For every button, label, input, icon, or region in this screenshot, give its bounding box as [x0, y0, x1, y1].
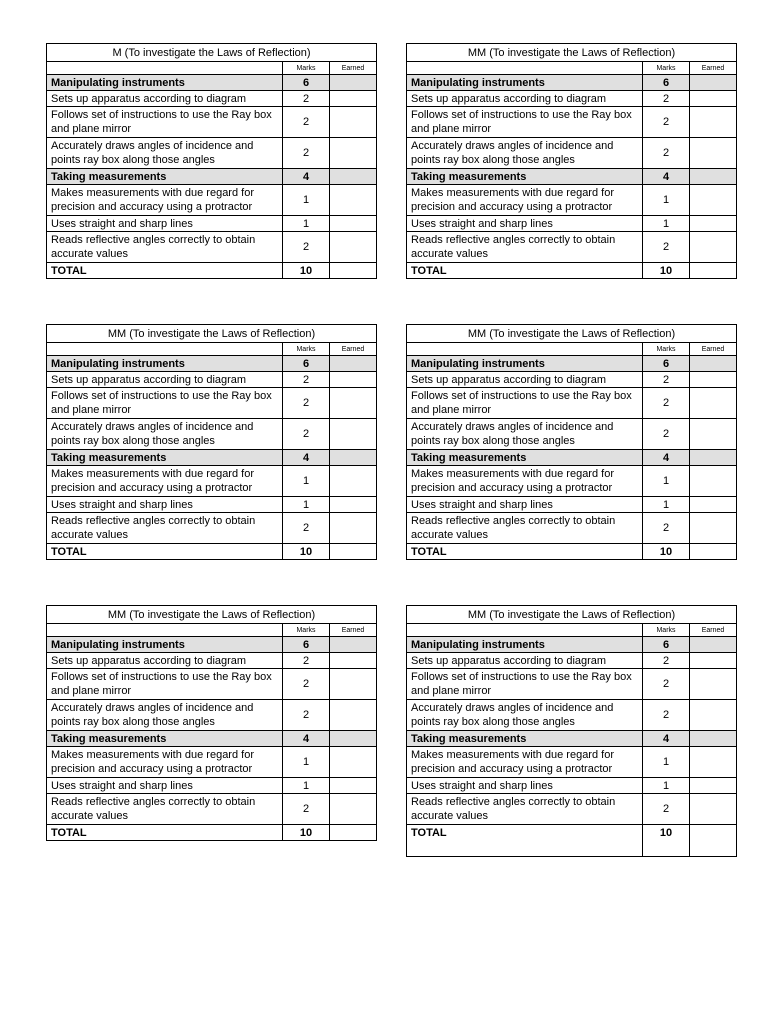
criterion-label: TOTAL — [47, 263, 283, 279]
earned-cell[interactable] — [330, 544, 377, 560]
earned-cell[interactable] — [330, 263, 377, 279]
earned-header: Earned — [330, 62, 377, 75]
earned-cell[interactable] — [330, 91, 377, 107]
earned-cell[interactable] — [690, 419, 737, 450]
criterion-label: Taking measurements — [407, 450, 643, 466]
earned-cell[interactable] — [690, 794, 737, 825]
total-row — [407, 544, 737, 560]
earned-cell[interactable] — [690, 169, 737, 185]
earned-header: Earned — [330, 343, 377, 356]
criterion-label: Sets up apparatus according to diagram — [47, 91, 283, 107]
section-row — [407, 169, 737, 185]
criterion-label: Follows set of instructions to use the Ray box and plane mirror — [407, 107, 643, 138]
earned-cell[interactable] — [330, 232, 377, 263]
earned-cell[interactable] — [330, 637, 377, 653]
criterion-label: Manipulating instruments — [407, 75, 643, 91]
criterion-label: Uses straight and sharp lines — [47, 216, 283, 232]
criterion-label: Taking measurements — [407, 731, 643, 747]
earned-cell[interactable] — [330, 700, 377, 731]
criterion-row — [407, 669, 737, 700]
total-row — [47, 825, 377, 841]
criterion-label: Reads reflective angles correctly to obtain accurate values — [407, 232, 643, 263]
earned-header: Earned — [690, 343, 737, 356]
earned-cell[interactable] — [330, 747, 377, 778]
criterion-label: Reads reflective angles correctly to obtain accurate values — [47, 794, 283, 825]
section-row — [407, 731, 737, 747]
marks-value: 2 — [643, 372, 690, 388]
criterion-row — [47, 232, 377, 263]
criterion-row — [407, 419, 737, 450]
marks-header: Marks — [643, 62, 690, 75]
criterion-row — [407, 497, 737, 513]
rubric-card — [46, 43, 377, 279]
criterion-label: Taking measurements — [47, 731, 283, 747]
marks-value: 2 — [283, 653, 330, 669]
subhead-blank — [407, 624, 643, 637]
marks-value: 2 — [283, 419, 330, 450]
criterion-label: TOTAL — [47, 544, 283, 560]
criterion-label: Follows set of instructions to use the Ray box and plane mirror — [47, 107, 283, 138]
marks-value: 2 — [283, 388, 330, 419]
marks-value: 10 — [643, 544, 690, 560]
criterion-label: Sets up apparatus according to diagram — [47, 653, 283, 669]
section-row — [47, 169, 377, 185]
rubric-card — [46, 605, 377, 841]
marks-value: 2 — [643, 653, 690, 669]
marks-value: 2 — [643, 700, 690, 731]
marks-value: 10 — [643, 825, 690, 857]
marks-value: 2 — [283, 232, 330, 263]
criterion-row — [407, 794, 737, 825]
marks-value: 2 — [643, 794, 690, 825]
criterion-label: Manipulating instruments — [47, 356, 283, 372]
criterion-label: Accurately draws angles of incidence and points ray box along those angles — [47, 138, 283, 169]
criterion-label: Sets up apparatus according to diagram — [407, 653, 643, 669]
earned-cell[interactable] — [330, 825, 377, 841]
rubric-title: MM (To investigate the Laws of Reflection) — [47, 606, 377, 624]
criterion-label: Accurately draws angles of incidence and points ray box along those angles — [407, 419, 643, 450]
marks-value: 1 — [283, 216, 330, 232]
criterion-row — [47, 372, 377, 388]
criterion-row — [47, 669, 377, 700]
criterion-label: Accurately draws angles of incidence and points ray box along those angles — [47, 700, 283, 731]
total-row — [47, 263, 377, 279]
section-row — [407, 637, 737, 653]
criterion-label: Reads reflective angles correctly to obtain accurate values — [407, 794, 643, 825]
section-row — [407, 356, 737, 372]
criterion-label: Sets up apparatus according to diagram — [407, 91, 643, 107]
criterion-label: Follows set of instructions to use the Ray box and plane mirror — [407, 669, 643, 700]
section-row — [407, 450, 737, 466]
earned-cell[interactable] — [690, 731, 737, 747]
earned-cell[interactable] — [690, 825, 737, 857]
earned-cell[interactable] — [690, 653, 737, 669]
total-row — [407, 825, 737, 857]
marks-value: 1 — [283, 778, 330, 794]
criterion-row — [407, 372, 737, 388]
marks-value: 10 — [283, 544, 330, 560]
rubric-title: MM (To investigate the Laws of Reflection) — [407, 606, 737, 624]
criterion-label: Makes measurements with due regard for precision and accuracy using a protractor — [47, 466, 283, 497]
earned-cell[interactable] — [690, 356, 737, 372]
marks-value: 2 — [283, 700, 330, 731]
earned-cell[interactable] — [330, 653, 377, 669]
earned-cell[interactable] — [690, 450, 737, 466]
earned-cell[interactable] — [690, 466, 737, 497]
marks-value: 1 — [643, 497, 690, 513]
section-row — [47, 731, 377, 747]
earned-cell[interactable] — [330, 138, 377, 169]
rubric-card — [46, 324, 377, 560]
subhead-blank — [47, 62, 283, 75]
marks-header: Marks — [283, 62, 330, 75]
rubric-title: M (To investigate the Laws of Reflection) — [47, 44, 377, 62]
marks-value: 2 — [643, 232, 690, 263]
criterion-row — [407, 388, 737, 419]
criterion-label: Follows set of instructions to use the Ray box and plane mirror — [407, 388, 643, 419]
marks-value: 10 — [283, 263, 330, 279]
criterion-label: Follows set of instructions to use the Ray box and plane mirror — [47, 388, 283, 419]
earned-cell[interactable] — [690, 669, 737, 700]
earned-cell[interactable] — [690, 185, 737, 216]
marks-value: 1 — [283, 466, 330, 497]
criterion-row — [47, 700, 377, 731]
criterion-row — [47, 138, 377, 169]
marks-value: 2 — [643, 107, 690, 138]
marks-value: 6 — [283, 637, 330, 653]
subhead-blank — [407, 343, 643, 356]
marks-value: 2 — [643, 669, 690, 700]
total-row — [407, 263, 737, 279]
earned-cell[interactable] — [690, 513, 737, 544]
earned-cell[interactable] — [690, 637, 737, 653]
criterion-label: Reads reflective angles correctly to obtain accurate values — [47, 232, 283, 263]
marks-value: 4 — [643, 450, 690, 466]
criterion-label: Makes measurements with due regard for precision and accuracy using a protractor — [407, 466, 643, 497]
criterion-label: Uses straight and sharp lines — [47, 497, 283, 513]
criterion-label: Taking measurements — [47, 450, 283, 466]
marks-value: 4 — [643, 731, 690, 747]
section-row — [47, 637, 377, 653]
rubric-card — [406, 43, 737, 279]
criterion-row — [47, 185, 377, 216]
marks-value: 1 — [643, 778, 690, 794]
criterion-label: TOTAL — [407, 544, 643, 560]
criterion-row — [47, 419, 377, 450]
rubric-card — [406, 324, 737, 560]
criterion-label: Taking measurements — [47, 169, 283, 185]
marks-value: 2 — [283, 794, 330, 825]
marks-value: 6 — [643, 356, 690, 372]
criterion-label: Makes measurements with due regard for precision and accuracy using a protractor — [407, 747, 643, 778]
marks-value: 6 — [283, 75, 330, 91]
earned-cell[interactable] — [690, 91, 737, 107]
section-row — [407, 75, 737, 91]
earned-cell[interactable] — [330, 778, 377, 794]
total-row — [47, 544, 377, 560]
criterion-row — [407, 91, 737, 107]
earned-cell[interactable] — [330, 419, 377, 450]
criterion-label: Makes measurements with due regard for precision and accuracy using a protractor — [47, 185, 283, 216]
criterion-label: Taking measurements — [407, 169, 643, 185]
earned-cell[interactable] — [330, 450, 377, 466]
criterion-row — [47, 107, 377, 138]
earned-cell[interactable] — [690, 216, 737, 232]
criterion-row — [407, 466, 737, 497]
marks-value: 6 — [283, 356, 330, 372]
earned-cell[interactable] — [690, 372, 737, 388]
criterion-label: Reads reflective angles correctly to obtain accurate values — [47, 513, 283, 544]
marks-value: 2 — [283, 372, 330, 388]
criterion-row — [47, 466, 377, 497]
criterion-row — [407, 185, 737, 216]
marks-value: 1 — [283, 747, 330, 778]
marks-header: Marks — [643, 624, 690, 637]
marks-value: 6 — [643, 75, 690, 91]
marks-value: 2 — [283, 513, 330, 544]
criterion-row — [47, 747, 377, 778]
earned-cell[interactable] — [690, 232, 737, 263]
criterion-label: Uses straight and sharp lines — [407, 216, 643, 232]
section-row — [47, 75, 377, 91]
earned-cell[interactable] — [330, 216, 377, 232]
earned-cell[interactable] — [690, 497, 737, 513]
criterion-row — [47, 388, 377, 419]
marks-value: 4 — [643, 169, 690, 185]
marks-value: 2 — [643, 138, 690, 169]
marks-value: 1 — [283, 185, 330, 216]
criterion-label: Manipulating instruments — [407, 356, 643, 372]
marks-value: 6 — [643, 637, 690, 653]
earned-cell[interactable] — [330, 513, 377, 544]
criterion-row — [47, 497, 377, 513]
marks-value: 1 — [643, 466, 690, 497]
section-row — [47, 450, 377, 466]
marks-value: 2 — [283, 91, 330, 107]
criterion-label: Reads reflective angles correctly to obtain accurate values — [407, 513, 643, 544]
marks-value: 2 — [643, 91, 690, 107]
criterion-label: Sets up apparatus according to diagram — [47, 372, 283, 388]
marks-value: 2 — [283, 669, 330, 700]
earned-cell[interactable] — [690, 388, 737, 419]
marks-value: 1 — [643, 185, 690, 216]
criterion-row — [407, 747, 737, 778]
criterion-label: Accurately draws angles of incidence and points ray box along those angles — [407, 138, 643, 169]
rubric-card — [406, 605, 737, 857]
earned-cell[interactable] — [330, 497, 377, 513]
section-row — [47, 356, 377, 372]
earned-cell[interactable] — [330, 107, 377, 138]
criterion-label: Accurately draws angles of incidence and points ray box along those angles — [407, 700, 643, 731]
earned-cell[interactable] — [330, 185, 377, 216]
criterion-row — [407, 232, 737, 263]
earned-cell[interactable] — [330, 388, 377, 419]
subhead-blank — [47, 343, 283, 356]
criterion-row — [47, 513, 377, 544]
marks-value: 2 — [643, 513, 690, 544]
marks-value: 1 — [643, 216, 690, 232]
criterion-label: Manipulating instruments — [47, 637, 283, 653]
earned-cell[interactable] — [330, 794, 377, 825]
criterion-row — [407, 216, 737, 232]
rubric-title: MM (To investigate the Laws of Reflection) — [407, 44, 737, 62]
marks-header: Marks — [283, 624, 330, 637]
earned-cell[interactable] — [690, 138, 737, 169]
earned-cell[interactable] — [330, 372, 377, 388]
criterion-row — [407, 700, 737, 731]
criterion-label: Manipulating instruments — [407, 637, 643, 653]
criterion-label: Uses straight and sharp lines — [407, 497, 643, 513]
earned-cell[interactable] — [330, 356, 377, 372]
marks-header: Marks — [283, 343, 330, 356]
criterion-label: Uses straight and sharp lines — [47, 778, 283, 794]
criterion-label: Makes measurements with due regard for precision and accuracy using a protractor — [47, 747, 283, 778]
subhead-blank — [47, 624, 283, 637]
criterion-row — [407, 138, 737, 169]
criterion-label: TOTAL — [47, 825, 283, 841]
marks-value: 1 — [283, 497, 330, 513]
earned-cell[interactable] — [690, 107, 737, 138]
marks-value: 10 — [643, 263, 690, 279]
criterion-row — [47, 216, 377, 232]
criterion-label: Sets up apparatus according to diagram — [407, 372, 643, 388]
marks-value: 4 — [283, 731, 330, 747]
earned-header: Earned — [330, 624, 377, 637]
marks-value: 2 — [283, 107, 330, 138]
criterion-label: Uses straight and sharp lines — [407, 778, 643, 794]
earned-cell[interactable] — [330, 75, 377, 91]
earned-cell[interactable] — [690, 700, 737, 731]
marks-value: 1 — [643, 747, 690, 778]
criterion-row — [407, 107, 737, 138]
criterion-label: Manipulating instruments — [47, 75, 283, 91]
earned-cell[interactable] — [690, 263, 737, 279]
criterion-row — [47, 794, 377, 825]
criterion-row — [407, 513, 737, 544]
earned-cell[interactable] — [690, 75, 737, 91]
criterion-label: Follows set of instructions to use the Ray box and plane mirror — [47, 669, 283, 700]
marks-value: 4 — [283, 450, 330, 466]
earned-cell[interactable] — [330, 731, 377, 747]
criterion-label: Makes measurements with due regard for precision and accuracy using a protractor — [407, 185, 643, 216]
criterion-label: TOTAL — [407, 825, 643, 857]
criterion-row — [407, 778, 737, 794]
marks-value: 10 — [283, 825, 330, 841]
subhead-blank — [407, 62, 643, 75]
earned-header: Earned — [690, 624, 737, 637]
rubric-title: MM (To investigate the Laws of Reflection) — [47, 325, 377, 343]
criterion-row — [407, 653, 737, 669]
marks-value: 2 — [643, 388, 690, 419]
earned-cell[interactable] — [690, 747, 737, 778]
criterion-row — [47, 778, 377, 794]
earned-cell[interactable] — [330, 669, 377, 700]
earned-cell[interactable] — [690, 544, 737, 560]
earned-cell[interactable] — [330, 169, 377, 185]
marks-value: 2 — [643, 419, 690, 450]
marks-header: Marks — [643, 343, 690, 356]
rubric-title: MM (To investigate the Laws of Reflection) — [407, 325, 737, 343]
earned-cell[interactable] — [330, 466, 377, 497]
earned-cell[interactable] — [690, 778, 737, 794]
criterion-row — [47, 91, 377, 107]
earned-header: Earned — [690, 62, 737, 75]
criterion-label: TOTAL — [407, 263, 643, 279]
marks-value: 2 — [283, 138, 330, 169]
marks-value: 4 — [283, 169, 330, 185]
criterion-row — [47, 653, 377, 669]
criterion-label: Accurately draws angles of incidence and points ray box along those angles — [47, 419, 283, 450]
